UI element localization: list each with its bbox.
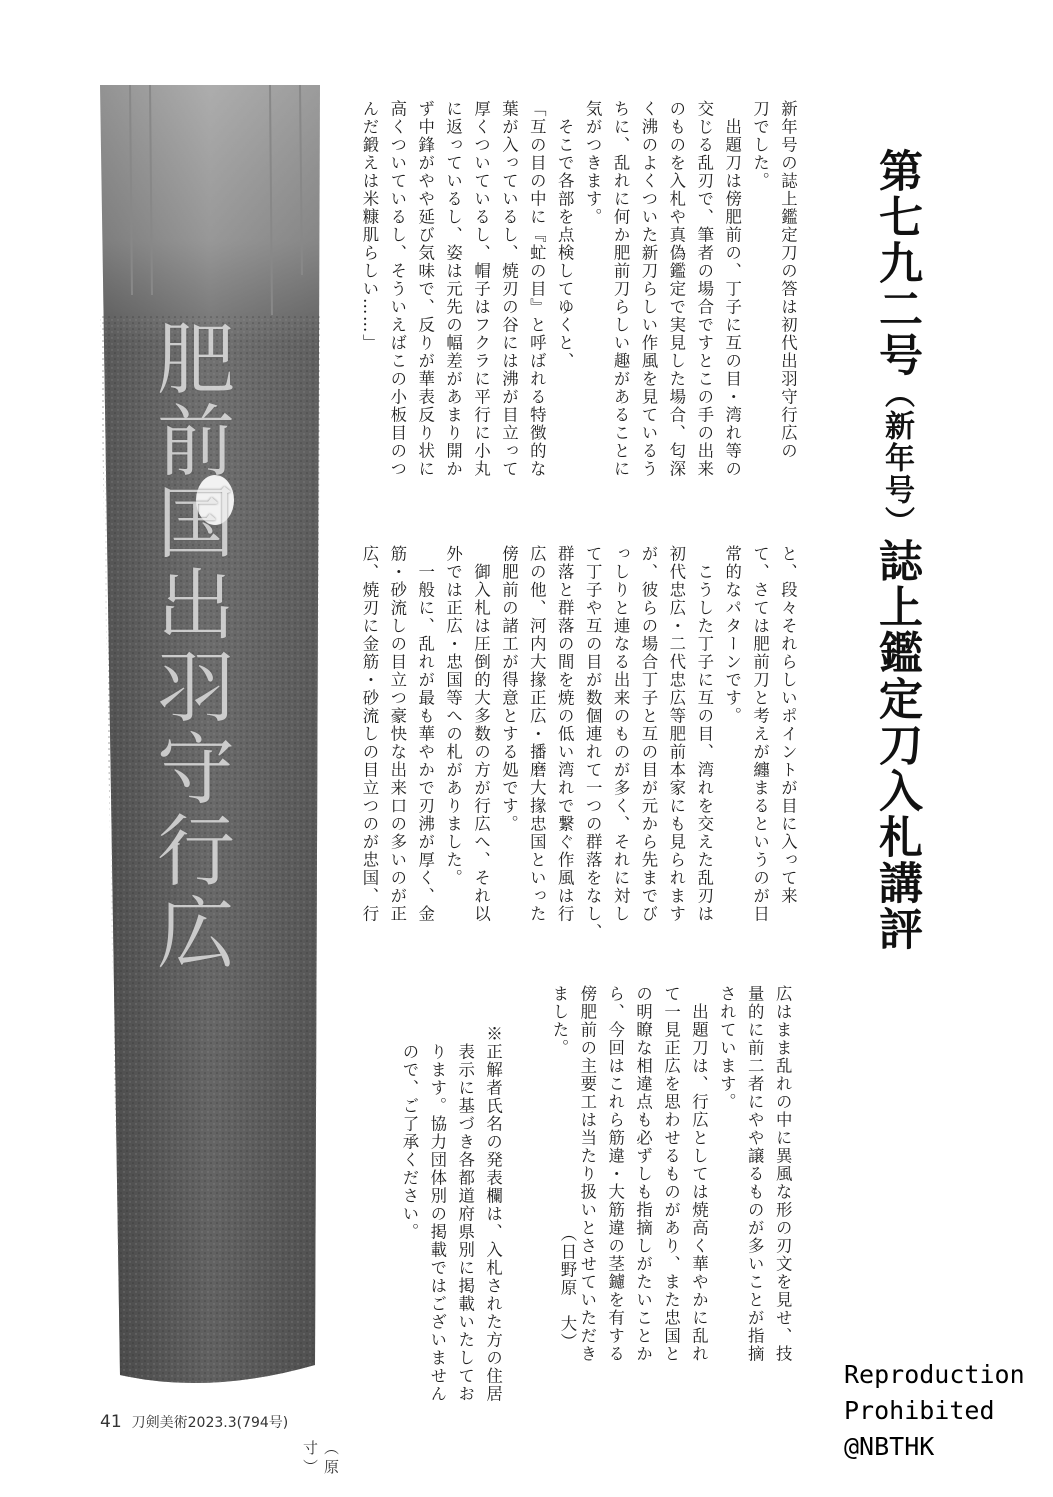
title-main: 第七九二号: [871, 148, 922, 378]
article-title: [848, 148, 922, 952]
reproduction-watermark: Reproduction Prohibited @NBTHK: [844, 1360, 1025, 1461]
body-upper-continued: と、段々それらしいポイントが目に入って来 て、さては肥前刀と考えが纏まるというのが日 常的なパターンです。 こうした丁子に互の目、湾れを交えた乱刃は 初代忠広・二代忠広等肥前本家にも見られます が、彼らの場合丁子と互の目が元から先までび っしりと連なる出来のものが多く、それに対し て丁子や互の目が数個連れて一つの群落をなし、 群落と群落の間を焼の低い湾れで繋ぐ作風は行 広の他、河内大掾正広・播磨大掾忠国といった 傍肥前の諸工が得意とする処です。 御入札は圧倒的大多数の方が行広へ、それ以 外では正広・忠国等への札がありました。 一般に、乱れが最も華やかで刃沸が厚く、金 筋・砂流しの目立つ豪快な出来口の多いのが正 広、焼刃に金筋・砂流しの目立つのが忠国、行: [359, 545, 798, 941]
publication-name: 刀剣美術2023.3(794号): [131, 1415, 289, 1431]
body-lower: 広はまま乱れの中に異風な形の刃文を見せ、技 量的に前二者にやや譲るものが多いことが指摘 されています。 出題刀は、行広としては焼高く華やかに乱れ て一見正広を思わせるものがあり、また忠国と の明瞭な相違点も必ずしも指摘しがたいことか ら、今回はこれら筋違・大筋違の茎鑢を有する 傍肥前の主要工は当たり扱いとさせていただき ました。: [549, 985, 793, 1363]
page-folio: [100, 1412, 288, 1432]
entry-note: ※正解者氏名の発表欄は、入札された方の住居 表示に基づき各都道府県別に掲載いたしてお ります。協力団体別の掲載ではございません ので、ご了承ください。: [399, 1025, 503, 1403]
nakago-inscription: 肥前国出羽守行広: [144, 318, 234, 974]
title-rest: 誌上鑑定刀入札講評: [871, 538, 922, 952]
page-number: 41: [100, 1412, 122, 1432]
body-upper-left: 新年号の誌上鑑定刀の答は初代出羽守行広の 刀でした。 出題刀は傍肥前の、丁子に互の目・湾れ等の 交じる乱刃で、筆者の場合ですとこの手の出来 のものを入札や真偽鑑定で実見した場合、匂深 く沸のよくついた新刀らしい作風を見ているう ちに、乱れに何か肥前刀らしい趣があることに 気がつきます。 そこで各部を点検してゆくと、 「互の目の中に『虻の目』と呼ばれる特徴的な 葉が入っているし、焼刃の谷には沸が目立って 厚くついているし、帽子はフクラに平行に小丸 に返っているし、姿は元先の幅差があまり開か ず中鋒がやや延び気味で、反りが華表反り状に 高くついているし、そういえばこの小板目のつ んだ鍛えは米糠肌らしい……」: [359, 100, 798, 478]
photo-scale-credit: （原 寸）: [301, 1440, 340, 1497]
author-credit: （日野原 大）: [557, 1225, 577, 1351]
title-sub: （新年号）: [879, 378, 914, 538]
